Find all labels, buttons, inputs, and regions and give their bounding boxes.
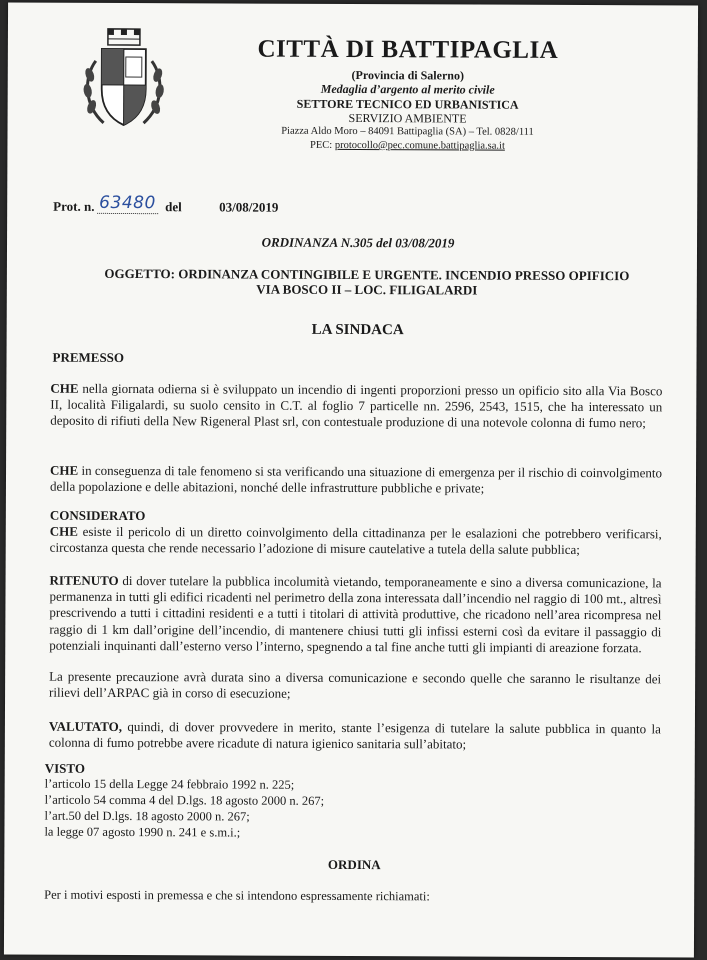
paragraph-lead: CHE bbox=[50, 462, 79, 478]
sector-name: SETTORE TECNICO ED URBANISTICA bbox=[296, 96, 519, 112]
visto-heading: VISTO bbox=[44, 760, 86, 776]
paragraph-lead: RITENUTO bbox=[49, 572, 119, 588]
ritenuto-paragraph-2 bbox=[49, 669, 661, 704]
premesso-paragraph-1 bbox=[50, 381, 662, 432]
paragraph-text: esiste il pericolo di un diretto coinvolgimento della cittadinanza per le esalazioni che potrebbero verificarsi, circostanza questa che rende necessario l’adozione di misure cautelative a tutela della salute pubblica; bbox=[49, 523, 662, 558]
premesso-paragraph-2 bbox=[50, 463, 662, 498]
paragraph-text: La presente precauzione avrà durata sino a diversa comunicazione e secondo quelle che saranno le risultanze dei rilievi dell’ARPAC già in corso di esecuzione; bbox=[49, 668, 662, 701]
valutato-paragraph bbox=[49, 719, 661, 754]
ritenuto-paragraph bbox=[49, 573, 661, 657]
protocol-number: 63480 bbox=[97, 193, 158, 214]
province: (Provincia di Salerno) bbox=[351, 67, 465, 83]
list-item: la legge 07 agosto 1990 n. 241 e s.m.i.; bbox=[44, 824, 241, 840]
paragraph-text: nella giornata odierna si è sviluppato un incendio di ingenti proporzioni presso un opificio sito alla Via Bosco II, località Filigalardi, su suolo censito in C.T. al foglio 7 particelle nn. 2596, 2543, 1515, che ha interessato un deposito di rifiuti della New Rigeneral Plast srl, con contestuale produzione di una notevole colonna di fumo nero; bbox=[50, 380, 663, 431]
protocol-label: Prot. n. bbox=[53, 198, 95, 214]
list-item: l’art.50 del D.lgs. 18 agosto 2000 n. 267; bbox=[44, 808, 250, 824]
oggetto-line-2: VIA BOSCO II – LOC. FILIGALARDI bbox=[256, 281, 478, 298]
paragraph-lead: CHE bbox=[49, 523, 78, 539]
final-line: Per i motivi esposti in premessa e che si intendono espressamente richiamati: bbox=[44, 887, 430, 904]
oggetto-block bbox=[67, 266, 667, 299]
paragraph-text: di dover tutelare la pubblica incolumità vietando, temporaneamente e sino a diversa comunicazione, la permanenza in tutti gli edifici ricadenti nel perimetro della zona interessata dall’incendio nel raggio di 100 mt., altresì prescrivendo a tutti i cittadini residenti e a tutti i titolari di attività produttive, che ricadono nell’area ricompresa nel raggio di 1 km dall’origine dell’incendio, di mantenere chiusi tutti gli infissi esterni così da evitare il passaggio di potenziali inquinanti dall’esterno verso l’interno, spegnendo a tal fine anche tutti gli impianti di areazione forzata. bbox=[49, 572, 662, 656]
ordinanza-title: ORDINANZA N.305 del 03/08/2019 bbox=[261, 234, 455, 251]
list-item: l’articolo 54 comma 4 del D.lgs. 18 agosto 2000 n. 267; bbox=[44, 792, 325, 808]
visto-list bbox=[44, 776, 324, 841]
list-item: l’articolo 15 della Legge 24 febbraio 1992 n. 225; bbox=[44, 776, 295, 792]
pec-email: protocollo@pec.comune.battipaglia.sa.it bbox=[334, 139, 505, 152]
ordina-heading: ORDINA bbox=[327, 856, 381, 873]
paragraph-text: in conseguenza di tale fenomeno si sta verificando una situazione di emergenza per il rischio di coinvolgimento della popolazione e delle abitazioni, nonché delle infrastrutture pubbliche e private; bbox=[49, 462, 663, 496]
oggetto-line-1: OGGETTO: ORDINANZA CONTINGIBILE E URGENTE. INCENDIO PRESSO OPIFICIO bbox=[104, 265, 630, 284]
pec-line bbox=[197, 139, 617, 152]
document-page bbox=[4, 2, 698, 957]
considerato-heading: CONSIDERATO bbox=[49, 507, 146, 524]
protocol-date: 03/08/2019 bbox=[219, 199, 279, 215]
paragraph-lead: CHE bbox=[50, 380, 79, 396]
la-sindaca-heading: LA SINDACA bbox=[311, 321, 404, 339]
protocol-del: del bbox=[165, 199, 182, 215]
service-name: SERVIZIO AMBIENTE bbox=[348, 110, 467, 126]
paragraph-lead: VALUTATO, bbox=[48, 718, 123, 735]
considerato-paragraph bbox=[50, 524, 662, 559]
city-name: CITTÀ DI BATTIPAGLIA bbox=[257, 35, 559, 64]
pec-label: PEC: bbox=[309, 139, 335, 151]
medal-line: Medaglia d’argento al merito civile bbox=[320, 81, 495, 97]
premesso-heading: PREMESSO bbox=[52, 349, 125, 366]
paragraph-text: quindi, di dover provvedere in merito, stante l’esigenza di tutelare la salute pubblica in quanto la colonna di fumo potrebbe avere ricadute di natura igienico sanitaria sull’abitato; bbox=[48, 719, 661, 752]
city-coat-of-arms bbox=[78, 27, 170, 135]
address-line: Piazza Aldo Moro – 84091 Battipaglia (SA) – Tel. 0828/111 bbox=[281, 125, 534, 138]
